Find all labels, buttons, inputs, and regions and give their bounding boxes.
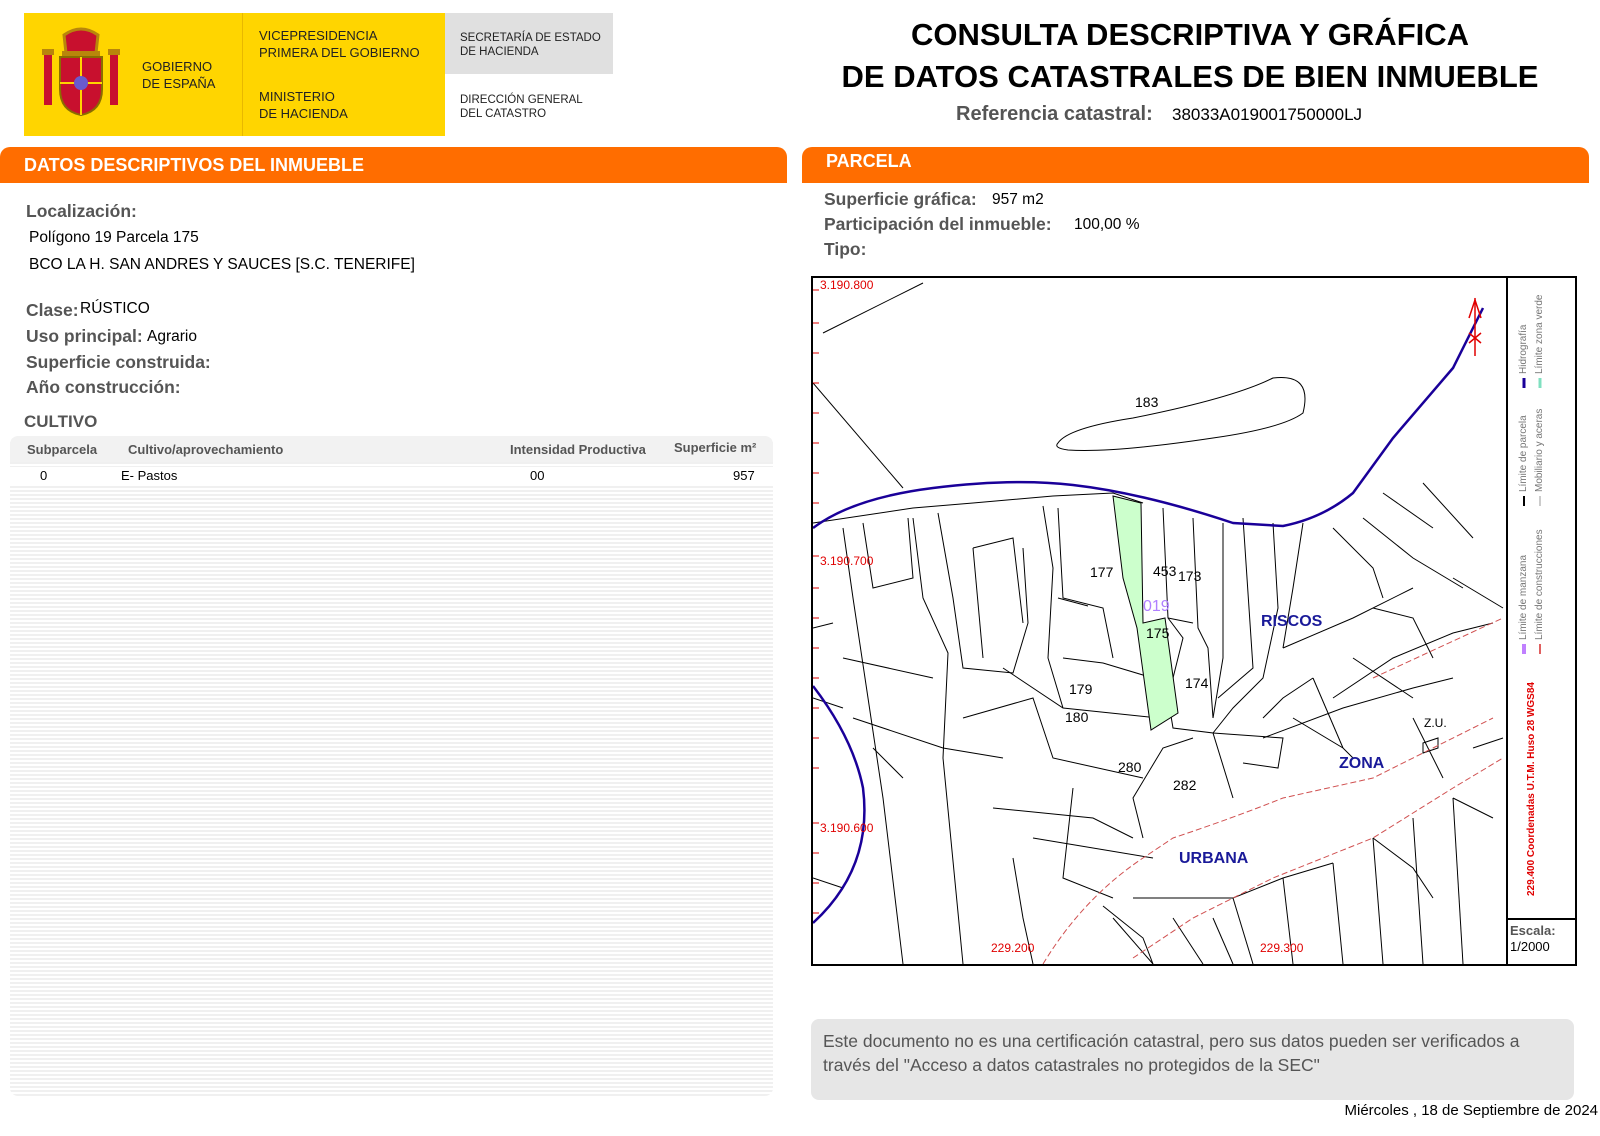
parcel-label-173: 173	[1178, 568, 1202, 584]
parcel-label-177: 177	[1090, 564, 1114, 580]
coord-y-bottom: 3.190.600	[820, 821, 874, 835]
gov-line-2: DE ESPAÑA	[142, 76, 216, 91]
table-row	[10, 467, 773, 485]
zu-label: Z.U.	[1424, 716, 1447, 730]
cultivo-table	[10, 436, 773, 1096]
title-line-1: CONSULTA DESCRIPTIVA Y GRÁFICA	[910, 17, 1470, 52]
scale-label: Escala:	[1510, 923, 1556, 938]
legend-limite-construcciones: Límite de construcciones	[1534, 529, 1545, 640]
col-subparcela: Subparcela	[27, 442, 98, 457]
secretaria-line-2: DE HACIENDA	[460, 46, 539, 58]
descriptive-tab	[0, 147, 787, 183]
cultivo-table-header	[10, 436, 773, 462]
place-label-urbana: URBANA	[1179, 850, 1249, 867]
parcela-tab-title: PARCELA	[826, 151, 912, 171]
direccion-line-1: DIRECCIÓN GENERAL	[460, 94, 583, 106]
cultivo-title: CULTIVO	[24, 412, 98, 431]
coord-y-mid: 3.190.700	[820, 554, 874, 568]
parcel-label-282: 282	[1173, 777, 1197, 793]
legend-hidrografia: Hidrografía	[1518, 324, 1529, 374]
col-cultivo: Cultivo/aprovechamiento	[128, 442, 284, 457]
secretaria-line-1: SECRETARÍA DE ESTADO	[460, 32, 601, 44]
place-label-zona: ZONA	[1339, 755, 1385, 772]
superficie-construida-label: Superficie construida:	[26, 352, 211, 372]
legend-limite-manzana: Límite de manzana	[1518, 554, 1529, 640]
parcel-label-174: 174	[1185, 675, 1209, 691]
parcel-label-183: 183	[1135, 394, 1159, 410]
descriptive-tab-title: DATOS DESCRIPTIVOS DEL INMUEBLE	[24, 155, 365, 175]
scale-value: 1/2000	[1510, 939, 1550, 954]
col-superficie: Superficie m²	[674, 440, 757, 455]
scale-separator	[1506, 918, 1577, 920]
coord-x-right: 229.300	[1260, 941, 1304, 955]
parcel-label-180: 180	[1065, 709, 1089, 725]
legend-zona-verde: Límite zona verde	[1534, 294, 1545, 374]
map-legend	[1508, 278, 1577, 918]
parcel-label-179: 179	[1069, 681, 1093, 697]
vice-line-1: VICEPRESIDENCIA	[259, 28, 378, 43]
anio-construccion-label: Año construcción:	[26, 377, 181, 397]
disclaimer-text: Este documento no es una certificación catastral, pero sus datos pueden ser verificados a través del "Acceso a datos catastrales no protegidos de la SEC"	[823, 1031, 1520, 1075]
north-arrow-icon	[1469, 298, 1481, 356]
parcel-label-453: 453	[1153, 563, 1177, 579]
coord-system-label: 229.400 Coordenadas U.T.M. Huso 28 WGS84	[1526, 682, 1537, 896]
superficie-grafica-value: 957 m2	[992, 191, 1044, 208]
title-line-2: DE DATOS CATASTRALES DE BIEN INMUEBLE	[841, 59, 1539, 94]
secretaria-block	[445, 13, 613, 74]
coord-y-top: 3.190.800	[820, 278, 874, 292]
parcel-label-175: 175	[1146, 625, 1170, 641]
participacion-value: 100,00 %	[1074, 216, 1140, 233]
ministry-line-2: DE HACIENDA	[259, 106, 348, 121]
cell-intensidad: 00	[530, 468, 545, 483]
cell-superficie: 957	[733, 468, 755, 483]
cell-cultivo: E- Pastos	[121, 468, 178, 483]
legend-mobiliario: Mobiliario y aceras	[1534, 408, 1545, 492]
coord-x-left: 229.200	[991, 941, 1035, 955]
ref-catastral-label: Referencia catastral:	[956, 103, 1153, 125]
superficie-grafica-label: Superficie gráfica:	[824, 189, 977, 209]
legend-limite-parcela: Límite de parcela	[1518, 415, 1529, 492]
localizacion-line-1: Polígono 19 Parcela 175	[29, 229, 199, 246]
clase-value: RÚSTICO	[80, 300, 150, 317]
place-label-riscos: RISCOS	[1261, 613, 1323, 630]
disclaimer-box	[811, 1019, 1574, 1100]
coat-of-arms-icon	[38, 25, 124, 121]
vice-line-2: PRIMERA DEL GOBIERNO	[259, 45, 420, 60]
cell-subparcela: 0	[40, 468, 48, 483]
gov-line-1: GOBIERNO	[142, 59, 213, 74]
cadastral-map	[811, 276, 1577, 966]
localizacion-label: Localización:	[26, 201, 137, 221]
participacion-label: Participación del inmueble:	[824, 214, 1052, 234]
logo-divider	[242, 13, 243, 136]
ref-catastral-value: 38033A019001750000LJ	[1172, 105, 1363, 124]
direccion-line-2: DEL CATASTRO	[460, 108, 547, 120]
localizacion-line-2: BCO LA H. SAN ANDRES Y SAUCES [S.C. TENERIFE]	[29, 256, 415, 273]
ministry-line-1: MINISTERIO	[259, 89, 335, 104]
col-intensidad: Intensidad Productiva	[510, 442, 646, 457]
tipo-label: Tipo:	[824, 239, 867, 259]
uso-principal-label: Uso principal:	[26, 326, 143, 346]
document-title	[840, 14, 1540, 98]
uso-principal-value: Agrario	[147, 328, 197, 345]
document-date: Miércoles , 18 de Septiembre de 2024	[1344, 1102, 1598, 1119]
clase-label: Clase:	[26, 300, 79, 320]
government-logo-block	[24, 13, 445, 136]
parcel-label-280: 280	[1118, 759, 1142, 775]
parcela-tab	[802, 147, 1589, 183]
polygon-label-019: 019	[1143, 598, 1170, 615]
